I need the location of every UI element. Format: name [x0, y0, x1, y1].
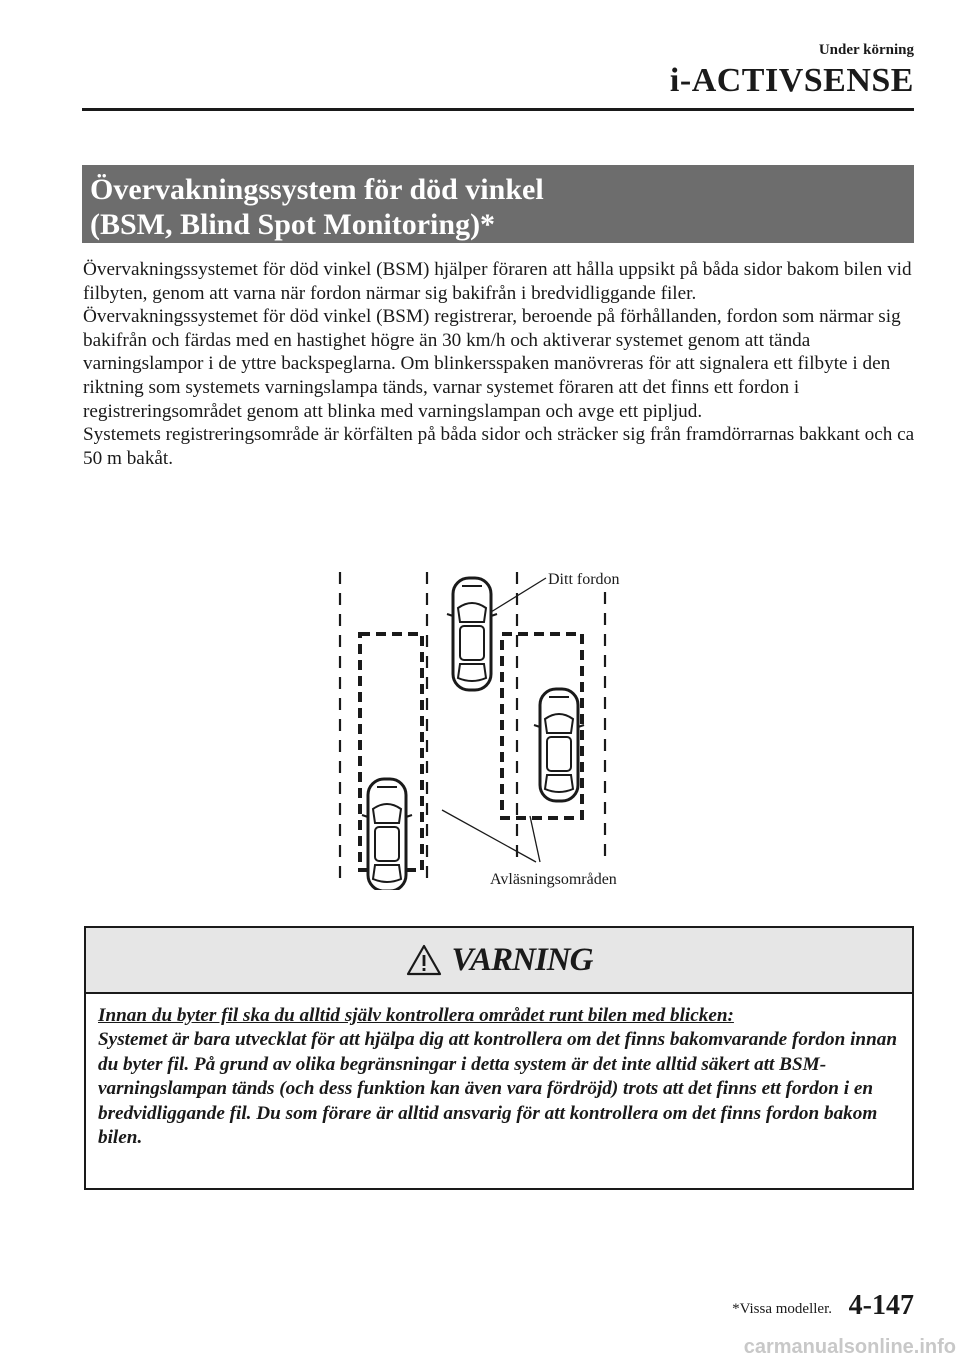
own-vehicle-label: Ditt fordon — [548, 571, 620, 588]
header-section: i-ACTIVSENSE — [669, 62, 914, 99]
warning-lead: Innan du byter fil ska du alltid själv kontrollera området runt bilen med blicken: — [98, 1005, 734, 1026]
section-title-line-2: (BSM, Blind Spot Monitoring)* — [90, 208, 496, 241]
detection-areas-label: Avläsningsområden — [490, 871, 617, 888]
warning-triangle-icon — [406, 944, 442, 976]
own-vehicle — [447, 578, 497, 690]
body-paragraph: Övervakningssystemet för död vinkel (BSM) registrerar, beroende på förhållanden, fordon som närmar sig bakifrån och färdas med en hastighet högre än 30 km/h och aktiverar systemet genom att tända varningslampor i de yttre backspeglarna. Om blinkersspaken manövreras för att signalera ett filbyte i den riktning som systemets varningslampa tänds, varnar systemet föraren att det finns ett fordon i registreringsområdet genom att blinka med varningslampan och avge ett pipljud. — [83, 306, 901, 422]
approaching-vehicle-right — [534, 689, 584, 801]
warning-text: Systemet är bara utvecklat för att hjälpa dig att kontrollera om det finns bakomvarande fordon innan du byter fil. På grund av olika begränsningar i detta system är det inte alltid säkert att BSM-varningslampan tänds (och dess funktion kan även vara fördröjd) trots att det finns ett fordon i en bredvidliggande fil. Du som förare är alltid ansvarig för att kontrollera om det finns fordon bakom bilen. — [98, 1029, 898, 1149]
watermark: carmanualsonline.info — [743, 1336, 956, 1358]
own-vehicle-leader-line — [491, 578, 546, 612]
header-rule — [82, 108, 914, 111]
body-paragraph: Övervakningssystemet för död vinkel (BSM) hjälper föraren att hålla uppsikt på båda sidor bakom bilen vid filbyten, genom att varna när fordon närmar sig bakifrån i bredvidliggande filer. — [83, 259, 912, 304]
warning-box — [84, 926, 914, 1190]
approaching-vehicle-left — [362, 779, 412, 890]
bsm-detection-diagram — [330, 560, 660, 890]
footnote: *Vissa modeller. — [732, 1301, 832, 1317]
section-title-line-1: Övervakningssystem för död vinkel — [90, 173, 544, 206]
warning-title: VARNING — [451, 941, 593, 978]
section-title — [82, 165, 914, 243]
warning-header — [86, 928, 912, 994]
detection-area-leader-line-right — [530, 816, 540, 862]
body-text — [83, 258, 923, 470]
body-paragraph: Systemets registreringsområde är körfälten på båda sidor och sträcker sig från framdörrarnas bakkant och ca 50 m bakåt. — [83, 424, 915, 469]
warning-body — [86, 994, 912, 1150]
page-number: 4-147 — [848, 1290, 914, 1321]
header-chapter: Under körning — [818, 42, 914, 58]
